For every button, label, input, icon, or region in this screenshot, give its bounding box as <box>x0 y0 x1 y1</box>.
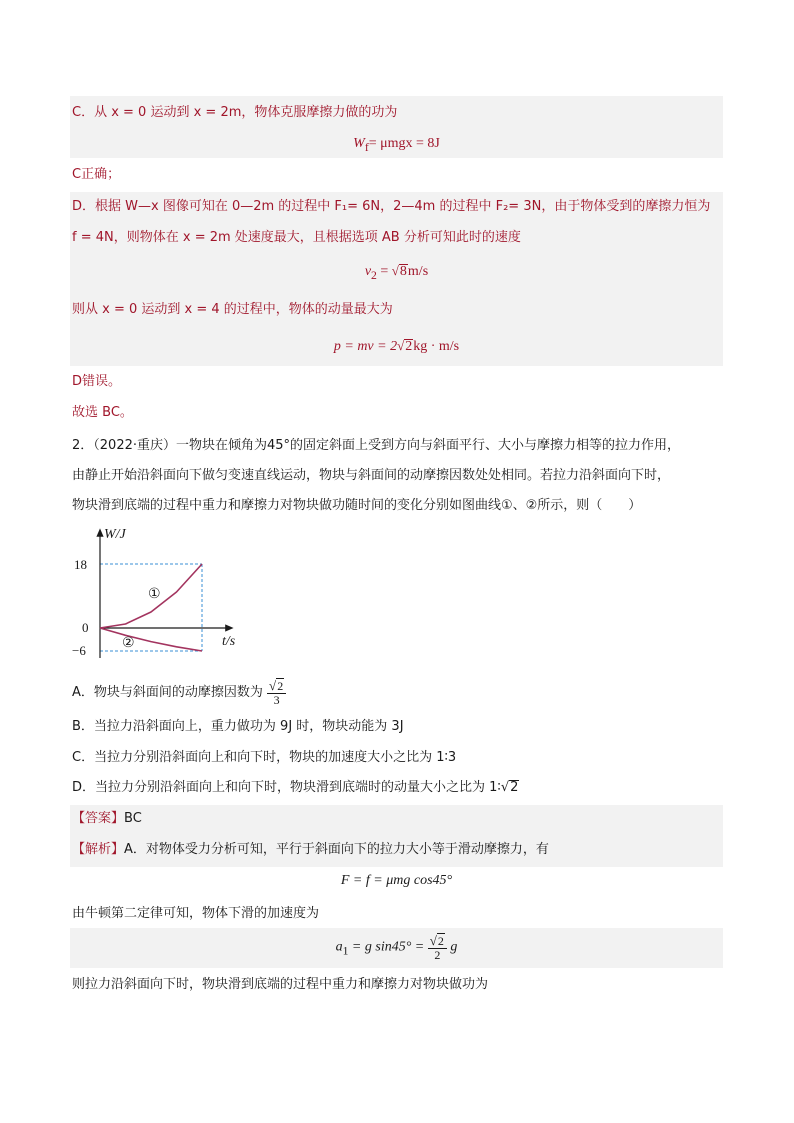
x-axis-label: t/s <box>222 634 236 649</box>
option-a-fraction <box>267 678 286 707</box>
formula-end: g <box>446 939 458 955</box>
solution-d-formula-2 <box>70 337 723 356</box>
option-b: B．当拉力沿斜面向上，重力做功为 9J 时，物块动能为 3J <box>72 719 404 734</box>
formula-eq: = <box>376 264 392 279</box>
analysis-fraction <box>428 933 447 962</box>
analysis-a-text: A．对物体受力分析可知，平行于斜面向下的拉力大小等于滑动摩擦力，有 <box>124 842 549 857</box>
sqrt-icon: √ <box>500 780 510 795</box>
solution-d-text-1: D．根据 W—x 图像可知在 0—2m 的过程中 F₁= 6N，2—4m 的过程中 F₂= 3N，由于物体受到的摩擦力恒为 <box>72 199 711 214</box>
formula-lhs: v <box>364 264 372 279</box>
answer-line <box>72 810 142 828</box>
question-stem-1: 2．（2022·重庆）一物块在倾角为45°的固定斜面上受到方向与斜面平行、大小与摩擦力相等的拉力作用， <box>72 438 681 453</box>
y-axis-label: W/J <box>104 527 126 542</box>
y-tick-neg6: −6 <box>72 643 86 658</box>
analysis-label: 【解析】 <box>72 842 125 857</box>
answer-value: BC <box>124 811 142 826</box>
fraction-denominator: 3 <box>273 693 280 707</box>
analysis-formula-1: F = f = μmg cos45° <box>340 873 453 888</box>
sqrt-radicand: 2 <box>437 934 444 948</box>
formula-mid: = g sin45° = <box>348 939 428 955</box>
solution-c-verdict: C正确； <box>72 167 121 182</box>
series-label-1: ① <box>148 586 161 602</box>
series-curve-2 <box>100 628 202 651</box>
formula-sub: 2 <box>371 268 377 282</box>
solution-d-text-3: 则从 x = 0 运动到 x = 4 的过程中，物体的动量最大为 <box>72 302 393 317</box>
solution-c-formula <box>70 135 723 157</box>
sqrt-radicand: 2 <box>510 780 519 795</box>
sqrt-icon: √ <box>391 263 399 278</box>
solution-d-formula-1 <box>70 262 723 285</box>
y-tick-18: 18 <box>74 557 87 572</box>
formula-lhs: p = mv = 2 <box>333 339 398 354</box>
analysis-formula-2 <box>70 933 723 966</box>
work-time-chart <box>72 524 272 664</box>
analysis-text-3: 则拉力沿斜面向下时，物块滑到底端的过程中重力和摩擦力对物块做功为 <box>72 977 489 992</box>
option-a <box>72 678 286 707</box>
formula-rhs: = μmgx = 8J <box>368 136 440 151</box>
fraction-denominator: 2 <box>434 948 441 962</box>
option-a-text: A．物块与斜面间的动摩擦因数为 <box>72 685 263 700</box>
formula-unit: kg · m/s <box>413 339 460 354</box>
option-c: C．当拉力分别沿斜面向上和向下时，物块的加速度大小之比为 1∶3 <box>72 750 457 765</box>
fraction-numerator <box>428 933 447 949</box>
sqrt-icon: √ <box>397 338 405 353</box>
solution-c-text: C．从 x = 0 运动到 x = 2m，物体克服摩擦力做的功为 <box>72 105 398 120</box>
analysis-text-2: 由牛顿第二定律可知，物体下滑的加速度为 <box>72 906 320 921</box>
sqrt-radicand: 2 <box>405 339 413 354</box>
y-tick-0: 0 <box>82 620 89 635</box>
solution-d-verdict: D错误。 <box>72 374 122 389</box>
fraction-numerator <box>267 678 286 694</box>
sqrt-icon: √ <box>269 678 277 693</box>
question-stem-3: 物块滑到底端的过程中重力和摩擦力对物块做功随时间的变化分别如图曲线①、②所示，则（ ） <box>72 498 642 513</box>
option-d <box>72 779 519 797</box>
answer-label: 【答案】 <box>72 811 125 826</box>
solution-d-text-2: f = 4N，则物体在 x = 2m 处速度最大，且根据选项 AB 分析可知此时的速度 <box>72 230 521 245</box>
formula-lhs: W <box>353 136 365 151</box>
formula-unit: m/s <box>407 264 429 279</box>
option-d-text: D．当拉力分别沿斜面向上和向下时，物块滑到底端时的动量大小之比为 1∶ <box>72 780 501 795</box>
solution-final: 故选 BC。 <box>72 405 133 420</box>
sqrt-radicand: 8 <box>399 264 407 279</box>
series-label-2: ② <box>122 635 135 651</box>
formula-lhs: a <box>335 939 343 955</box>
sqrt-icon: √ <box>429 933 437 948</box>
analysis-line <box>72 841 549 859</box>
formula-sub: 1 <box>342 944 349 958</box>
question-stem-2: 由静止开始沿斜面向下做匀变速直线运动，物块与斜面间的动摩擦因数处处相同。若拉力沿斜面向下时， <box>72 468 671 483</box>
formula-sub: f <box>364 140 369 154</box>
sqrt-radicand: 2 <box>277 679 284 693</box>
